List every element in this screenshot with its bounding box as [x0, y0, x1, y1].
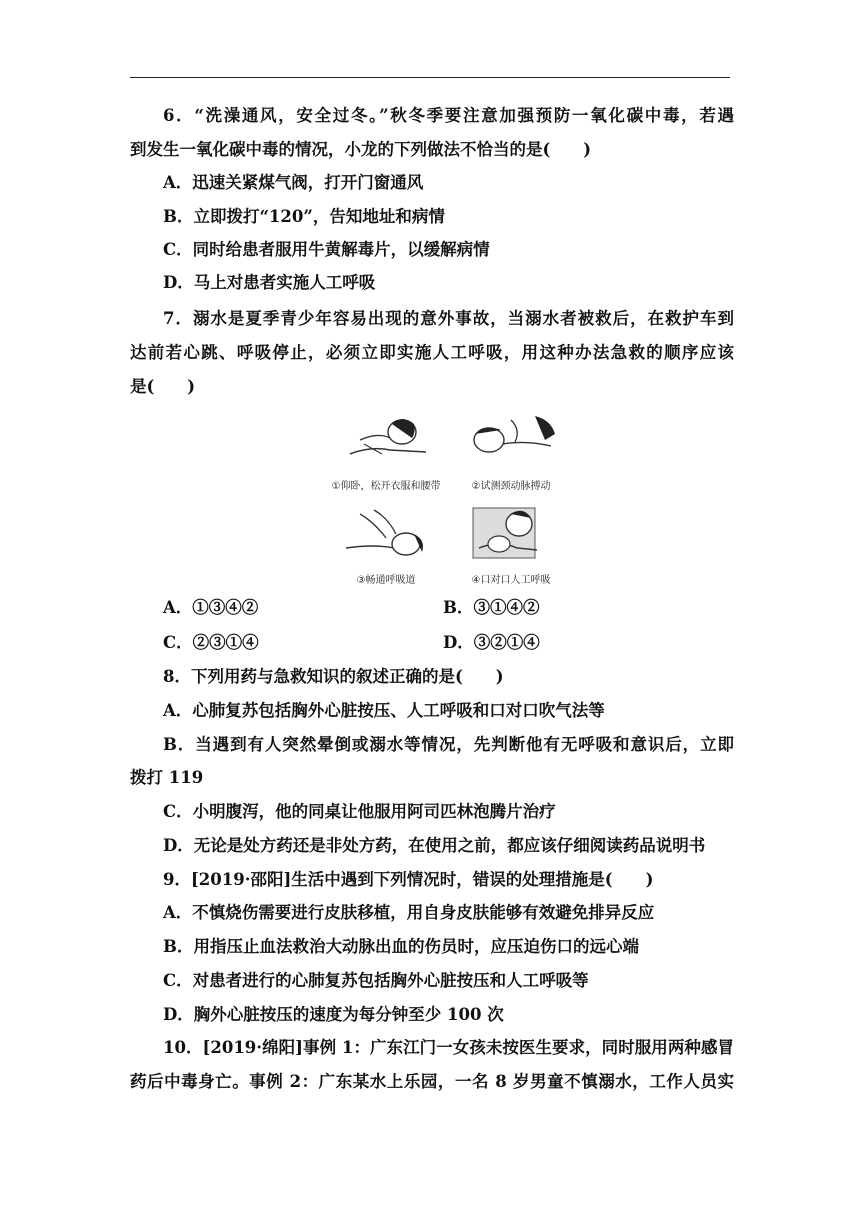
q9-option-b: B．用指压止血法救治大动脉出血的伤员时，应压迫伤口的远心端 [163, 937, 639, 956]
q9-option-a: A．不慎烧伤需要进行皮肤移植，用自身皮肤能够有效避免排异反应 [163, 903, 655, 922]
q7-option-d: D．③②①④ [443, 633, 540, 652]
figure-panel-2 [455, 410, 567, 494]
q10-stem-line-2: 药后中毒身亡。事例 2：广东某水上乐园，一名 8 岁男童不慎溺水，工作人员实 [130, 1072, 734, 1091]
figure-panel-3 [330, 504, 442, 588]
q7-stem-line-2: 达前若心跳、呼吸停止，必须立即实施人工呼吸，用这种办法急救的顺序应该 [130, 343, 734, 362]
airway-opening-illustration [330, 504, 442, 566]
figure-panel-1 [330, 410, 442, 494]
q9-stem: 9．[2019·邵阳]生活中遇到下列情况时，错误的处理措施是( ) [163, 870, 654, 889]
header-rule [130, 77, 730, 78]
figure-caption-2: ②试测颈动脉搏动 [471, 481, 551, 492]
q7-option-a: A．①③④② [163, 598, 259, 617]
q8-option-a: A．心肺复苏包括胸外心脏按压、人工呼吸和口对口吹气法等 [163, 701, 605, 720]
first-aid-figure [330, 410, 570, 590]
figure-caption-1: ①仰卧，松开衣服和腰带 [331, 481, 441, 492]
q9-option-c: C．对患者进行的心肺复苏包括胸外心脏按压和人工呼吸等 [163, 971, 589, 990]
q8-option-b-line-2: 拨打 119 [130, 768, 204, 787]
q9-option-d: D．胸外心脏按压的速度为每分钟至少 100 次 [163, 1005, 504, 1024]
q6-option-c: C．同时给患者服用牛黄解毒片，以缓解病情 [163, 240, 490, 259]
q6-stem-line-1: 6．“洗澡通风，安全过冬。”秋冬季要注意加强预防一氧化碳中毒，若遇 [163, 106, 734, 125]
figure-panel-4 [455, 504, 567, 588]
figure-caption-3: ③畅通呼吸道 [356, 575, 416, 586]
q6-option-d: D．马上对患者实施人工呼吸 [163, 273, 376, 292]
figure-caption-4: ④口对口人工呼吸 [471, 575, 551, 586]
q7-option-c: C．②③①④ [163, 633, 259, 652]
q6-option-b: B．立即拨打“120”，告知地址和病情 [163, 207, 445, 226]
q8-stem: 8．下列用药与急救知识的叙述正确的是( ) [163, 667, 504, 686]
q6-option-a: A．迅速关紧煤气阀，打开门窗通风 [163, 173, 424, 192]
q6-stem-line-2: 到发生一氧化碳中毒的情况，小龙的下列做法不恰当的是( ) [130, 140, 592, 159]
q10-stem-line-1: 10．[2019·绵阳]事例 1：广东江门一女孩未按医生要求，同时服用两种感冒 [163, 1038, 734, 1057]
q8-option-b-line-1: B．当遇到有人突然晕倒或溺水等情况，先判断他有无呼吸和意识后，立即 [163, 735, 734, 754]
supine-person-illustration [330, 410, 442, 472]
mouth-to-mouth-illustration [455, 504, 567, 566]
pulse-check-illustration [455, 410, 567, 472]
q7-stem-line-1: 7．溺水是夏季青少年容易出现的意外事故，当溺水者被救后，在救护车到 [163, 309, 734, 328]
q7-stem-line-3: 是( ) [130, 377, 196, 396]
q7-option-b: B．③①④② [443, 598, 540, 617]
q8-option-d: D．无论是处方药还是非处方药，在使用之前，都应该仔细阅读药品说明书 [163, 836, 706, 855]
q8-option-c: C．小明腹泻，他的同桌让他服用阿司匹林泡腾片治疗 [163, 802, 556, 821]
